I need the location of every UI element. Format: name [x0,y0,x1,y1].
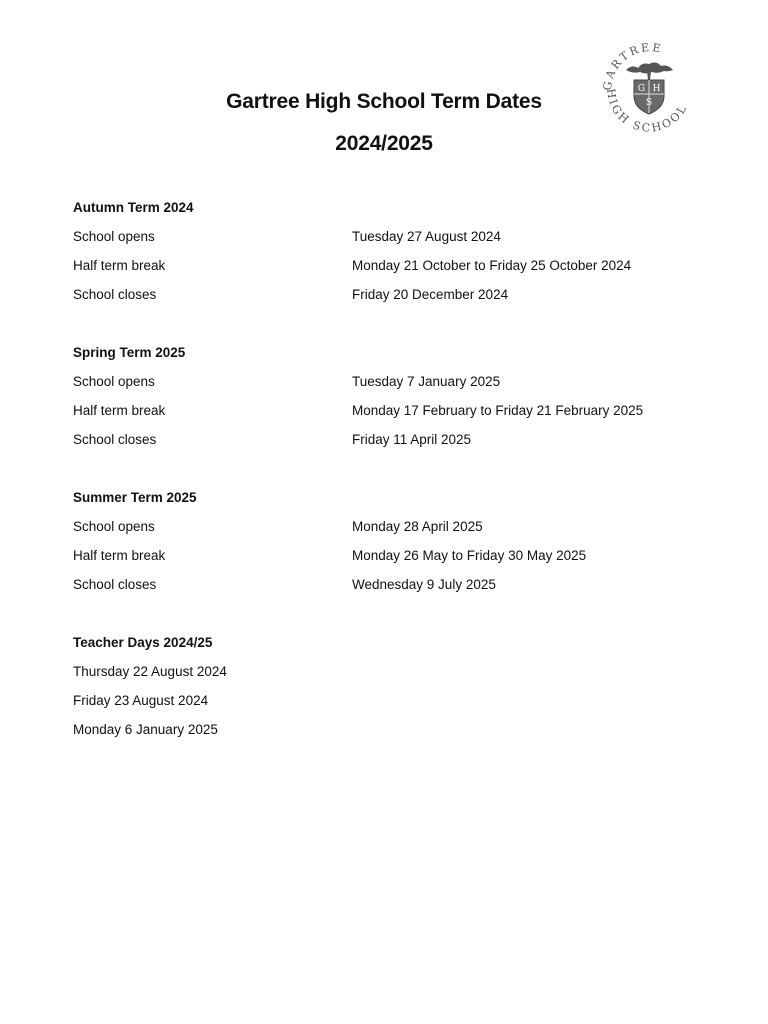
row-value: Monday 21 October to Friday 25 October 2024 [352,258,632,273]
row-label: Half term break [73,403,166,418]
teacher-days-section [73,634,713,750]
logo-text-top: GARTREE [600,40,665,92]
row-value: Monday 28 April 2025 [352,519,483,534]
list-item: Monday 6 January 2025 [73,722,218,737]
row-label: School closes [73,577,157,592]
row-label: School opens [73,519,155,534]
page-subtitle-year: 2024/2025 [335,132,433,155]
spring-term-section [73,344,713,460]
row-label: School opens [73,374,155,389]
row-value: Monday 17 February to Friday 21 February 2025 [352,403,644,418]
table-row [73,257,713,286]
section-heading: Summer Term 2025 [73,490,197,505]
list-item: Friday 23 August 2024 [73,693,209,708]
table-row [73,518,713,547]
row-value: Wednesday 9 July 2025 [352,577,496,592]
section-heading: Spring Term 2025 [73,345,186,360]
logo-initial-g: G [637,84,646,94]
tree-icon [626,62,673,80]
row-value: Friday 11 April 2025 [352,432,472,447]
list-item: Thursday 22 August 2024 [73,664,227,679]
table-row [73,576,713,605]
shield-icon [634,80,664,114]
logo-initial-h: H [652,84,661,94]
logo-text-bottom: HIGH SCHOOL [604,87,691,132]
table-row [73,228,713,257]
table-row [73,402,713,431]
logo-initial-s: S [645,98,653,108]
row-value: Tuesday 7 January 2025 [352,374,501,389]
section-heading: Autumn Term 2024 [73,200,194,215]
school-crest-logo [598,40,700,132]
row-label: School opens [73,229,155,244]
autumn-term-section [73,199,713,315]
row-value: Monday 26 May to Friday 30 May 2025 [352,548,587,563]
term-dates-content [73,199,713,779]
table-row [73,286,713,315]
section-heading: Teacher Days 2024/25 [73,635,213,650]
row-value: Friday 20 December 2024 [352,287,509,302]
table-row [73,547,713,576]
summer-term-section [73,489,713,605]
row-label: Half term break [73,548,166,563]
table-row [73,373,713,402]
page-title: Gartree High School Term Dates [226,90,542,113]
table-row [73,431,713,460]
row-label: School closes [73,287,157,302]
row-label: School closes [73,432,157,447]
row-label: Half term break [73,258,166,273]
row-value: Tuesday 27 August 2024 [352,229,501,244]
